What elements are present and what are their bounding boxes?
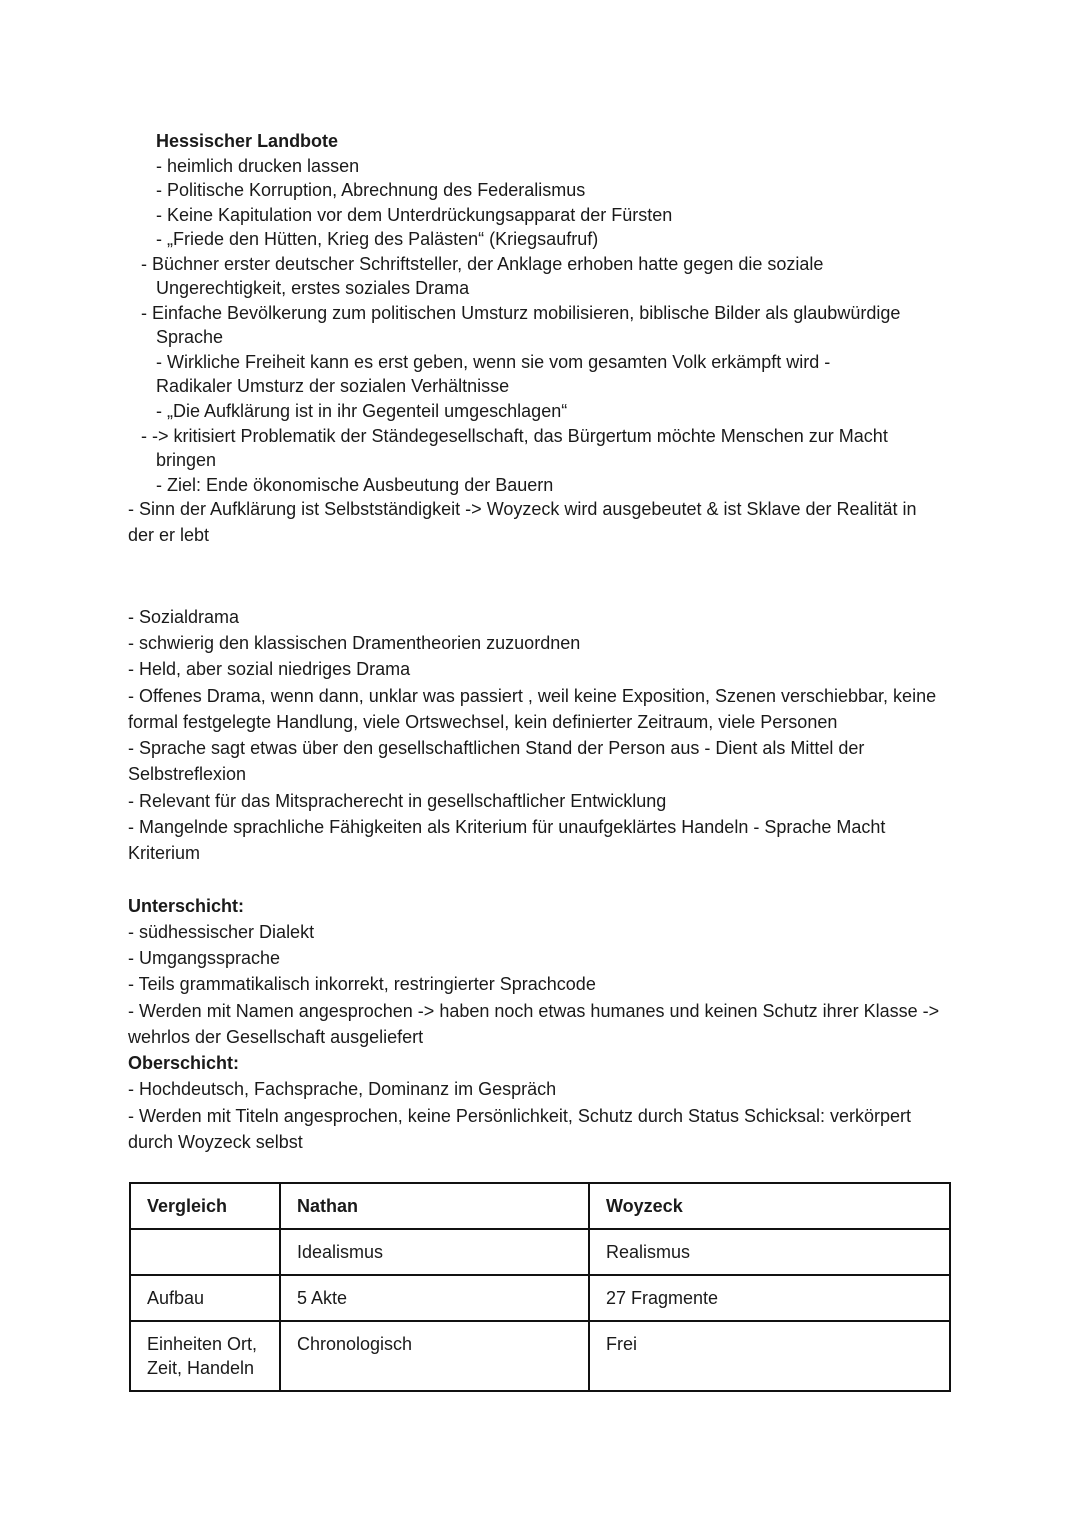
- drama-line: - Offenes Drama, wenn dann, unklar was passiert , weil keine Exposition, Szenen verschiebbar, keine: [128, 686, 937, 706]
- landbote-line: - Keine Kapitulation vor dem Unterdrückungsapparat der Fürsten: [156, 205, 673, 225]
- table-cell: [130, 1229, 280, 1275]
- table-row: [130, 1229, 950, 1275]
- drama-line: - Relevant für das Mitspracherecht in gesellschaftlicher Entwicklung: [128, 791, 667, 811]
- landbote-line: bringen: [156, 450, 217, 470]
- landbote-line: - Büchner erster deutscher Schriftsteller, der Anklage erhoben hatte gegen die soziale: [141, 254, 824, 274]
- unterschicht-line: - Werden mit Namen angesprochen -> haben noch etwas humanes und keinen Schutz ihrer Klasse ->: [128, 1001, 940, 1021]
- landbote-line: - Politische Korruption, Abrechnung des Federalismus: [156, 180, 586, 200]
- oberschicht-line: durch Woyzeck selbst: [128, 1132, 303, 1152]
- oberschicht-heading: Oberschicht:: [128, 1053, 240, 1073]
- unterschicht-line: - Umgangssprache: [128, 948, 281, 968]
- table-row: [130, 1321, 950, 1391]
- landbote-line: - -> kritisiert Problematik der Ständegesellschaft, das Bürgertum möchte Menschen zur Macht: [141, 426, 888, 446]
- landbote-line: - Wirkliche Freiheit kann es erst geben, wenn sie vom gesamten Volk erkämpft wird -: [156, 352, 831, 372]
- drama-line: - Sozialdrama: [128, 607, 240, 627]
- landbote-line: - heimlich drucken lassen: [156, 156, 360, 176]
- table-cell: 27 Fragmente: [589, 1275, 950, 1321]
- table-cell: Aufbau: [130, 1275, 280, 1321]
- table-cell: Chronologisch: [280, 1321, 589, 1391]
- table-header-row: [130, 1183, 950, 1229]
- landbote-line: - „Friede den Hütten, Krieg des Palästen“ (Kriegsaufruf): [156, 229, 599, 249]
- drama-line: formal festgelegte Handlung, viele Ortswechsel, kein definierter Zeitraum, viele Personen: [128, 712, 838, 732]
- drama-line: - Sprache sagt etwas über den gesellschaftlichen Stand der Person aus - Dient als Mittel der: [128, 738, 865, 758]
- table-row: [130, 1275, 950, 1321]
- table-cell: Frei: [589, 1321, 950, 1391]
- landbote-line: - Einfache Bevölkerung zum politischen Umsturz mobilisieren, biblische Bilder als glaubwürdige: [141, 303, 901, 323]
- table-cell: Idealismus: [280, 1229, 589, 1275]
- comparison-table: [129, 1182, 951, 1392]
- landbote-line: Ungerechtigkeit, erstes soziales Drama: [156, 278, 470, 298]
- drama-line: Selbstreflexion: [128, 764, 247, 784]
- drama-line: Kriterium: [128, 843, 201, 863]
- table-cell: 5 Akte: [280, 1275, 589, 1321]
- unterschicht-heading: Unterschicht:: [128, 896, 245, 916]
- table-header-cell: Nathan: [280, 1183, 589, 1229]
- landbote-line: - „Die Aufklärung ist in ihr Gegenteil umgeschlagen“: [156, 401, 568, 421]
- drama-line: - Mangelnde sprachliche Fähigkeiten als Kriterium für unaufgeklärtes Handeln - Sprache Macht: [128, 817, 886, 837]
- landbote-line: Radikaler Umsturz der sozialen Verhältnisse: [156, 376, 510, 396]
- landbote-heading: Hessischer Landbote: [156, 131, 339, 151]
- unterschicht-line: - Teils grammatikalisch inkorrekt, restringierter Sprachcode: [128, 974, 596, 994]
- unterschicht-line: - südhessischer Dialekt: [128, 922, 315, 942]
- landbote-line: - Ziel: Ende ökonomische Ausbeutung der Bauern: [156, 475, 554, 495]
- oberschicht-line: - Hochdeutsch, Fachsprache, Dominanz im Gespräch: [128, 1079, 557, 1099]
- table-header-cell: Vergleich: [130, 1183, 280, 1229]
- drama-line: - schwierig den klassischen Dramentheorien zuzuordnen: [128, 633, 581, 653]
- landbote-line: Sprache: [156, 327, 224, 347]
- table-cell: Realismus: [589, 1229, 950, 1275]
- table-cell: Einheiten Ort, Zeit, Handeln: [130, 1321, 280, 1391]
- table-header-cell: Woyzeck: [589, 1183, 950, 1229]
- drama-line: - Held, aber sozial niedriges Drama: [128, 659, 411, 679]
- landbote-line: - Sinn der Aufklärung ist Selbstständigkeit -> Woyzeck wird ausgebeutet & ist Sklave der Realität in: [128, 499, 917, 519]
- unterschicht-line: wehrlos der Gesellschaft ausgeliefert: [128, 1027, 424, 1047]
- oberschicht-line: - Werden mit Titeln angesprochen, keine Persönlichkeit, Schutz durch Status Schicksal: verkörpert: [128, 1106, 912, 1126]
- landbote-line: der er lebt: [128, 525, 210, 545]
